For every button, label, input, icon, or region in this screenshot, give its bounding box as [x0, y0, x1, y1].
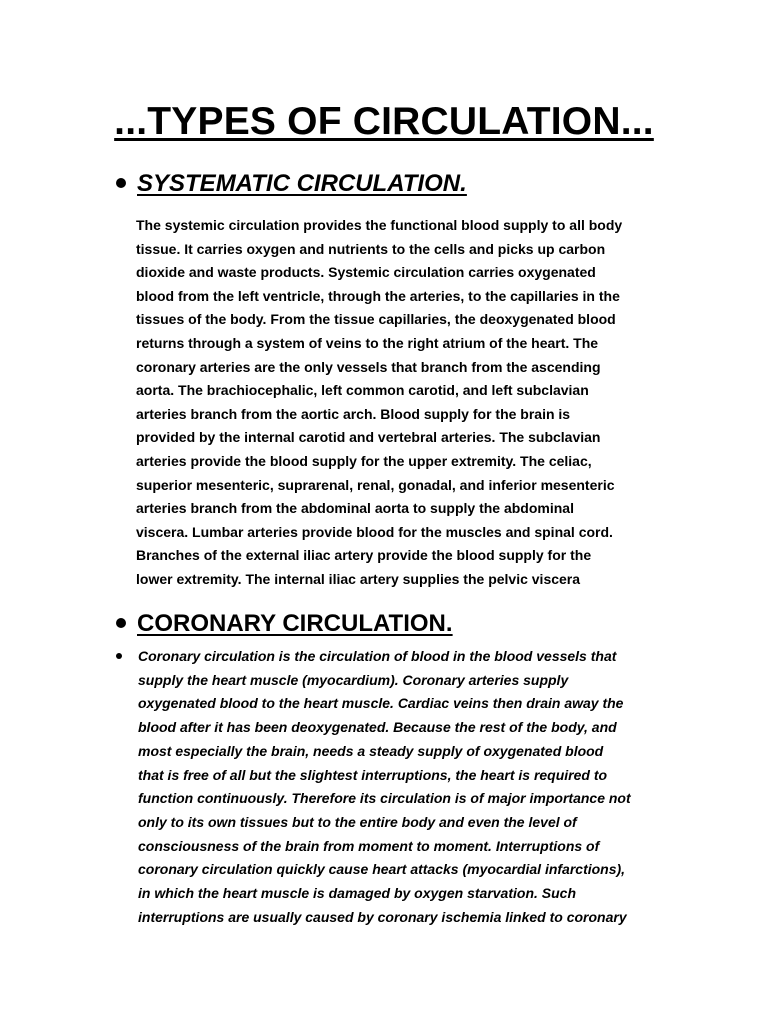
paragraph-line: arteries branch from the aortic arch. Blood supply for the brain is [136, 405, 571, 422]
paragraph-line: Branches of the external iliac artery provide the blood supply for the [136, 547, 592, 564]
paragraph-line: tissue. It carries oxygen and nutrients to the cells and picks up carbon [136, 240, 606, 257]
paragraph-line: returns through a system of veins to the right atrium of the heart. The [136, 334, 599, 351]
paragraph-line: arteries provide the blood supply for the upper extremity. The celiac, [136, 452, 592, 469]
paragraph-line: provided by the internal carotid and vertebral arteries. The subclavian [136, 429, 601, 446]
paragraph-line: coronary arteries are the only vessels that branch from the ascending [136, 358, 601, 375]
paragraph-line: blood from the left ventricle, through the arteries, to the capillaries in the [136, 287, 620, 304]
bullet-icon [116, 178, 126, 188]
paragraph-line: oxygenated blood to the heart muscle. Cardiac veins then drain away the [138, 695, 624, 712]
systematic-paragraph [136, 214, 681, 592]
paragraph-line: consciousness of the brain from moment to moment. Interruptions of [138, 837, 600, 854]
paragraph-line: blood after it has been deoxygenated. Because the rest of the body, and [138, 719, 617, 736]
section-heading-coronary [116, 610, 453, 638]
paragraph-line: interruptions are usually caused by coronary ischemia linked to coronary [138, 908, 627, 925]
bullet-icon [116, 618, 126, 628]
paragraph-line: viscera. Lumbar arteries provide blood for the muscles and spinal cord. [136, 523, 613, 540]
section-heading-systematic [116, 170, 467, 198]
paragraph-line: supply the heart muscle (myocardium). Coronary arteries supply [138, 671, 569, 688]
page-title: ...TYPES OF CIRCULATION... [114, 100, 654, 143]
paragraph-line: only to its own tissues but to the entire body and even the level of [138, 813, 577, 830]
list-bullet-icon [116, 653, 122, 659]
paragraph-line: lower extremity. The internal iliac artery supplies the pelvic viscera [136, 570, 581, 587]
section-heading-text: SYSTEMATIC CIRCULATION. [137, 170, 467, 197]
paragraph-line: aorta. The brachiocephalic, left common carotid, and left subclavian [136, 382, 589, 399]
paragraph-line: arteries branch from the abdominal aorta to supply the abdominal [136, 500, 574, 517]
paragraph-line: superior mesenteric, suprarenal, renal, gonadal, and inferior mesenteric [136, 476, 615, 493]
section-heading-text: CORONARY CIRCULATION. [137, 610, 453, 637]
coronary-paragraph [138, 645, 688, 929]
paragraph-line: dioxide and waste products. Systemic circulation carries oxygenated [136, 264, 596, 281]
paragraph-line: Coronary circulation is the circulation of blood in the blood vessels that [138, 648, 617, 664]
paragraph-line: that is free of all but the slightest interruptions, the heart is required to [138, 766, 608, 783]
paragraph-line: function continuously. Therefore its circulation is of major importance not [138, 790, 631, 807]
paragraph-line: in which the heart muscle is damaged by oxygen starvation. Such [138, 885, 577, 902]
paragraph-line: most especially the brain, needs a steady supply of oxygenated blood [138, 742, 604, 759]
paragraph-line: The systemic circulation provides the functional blood supply to all body [136, 217, 623, 233]
paragraph-line: coronary circulation quickly cause heart attacks (myocardial infarctions), [138, 861, 626, 878]
paragraph-line: tissues of the body. From the tissue capillaries, the deoxygenated blood [136, 311, 616, 328]
